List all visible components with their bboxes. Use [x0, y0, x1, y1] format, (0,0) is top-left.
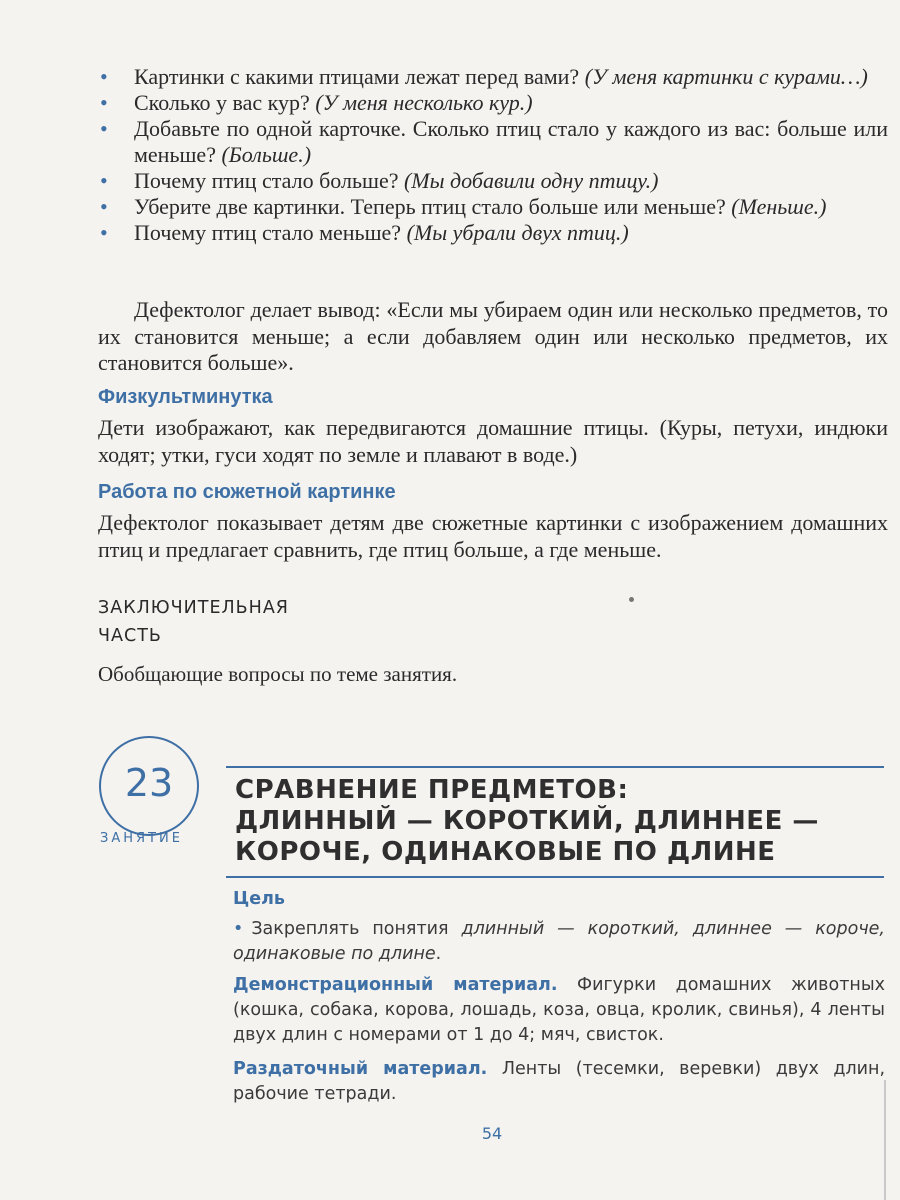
demo-material-label: Демонстрационный материал. [233, 975, 558, 995]
page-number: 54 [481, 1124, 503, 1143]
title-rule-bottom [226, 876, 884, 878]
goal-heading: Цель [233, 889, 285, 909]
lesson-number: 23 [124, 761, 174, 805]
bullet-icon: • [233, 919, 244, 939]
title-rule-top [226, 766, 884, 768]
bullet-icon: • [100, 64, 108, 89]
handout-material: Раздаточный материал. Ленты (тесемки, веревки) двух длин, рабочие тетради. [233, 1059, 886, 1104]
list-item: • Уберите две картинки. Теперь птиц стало больше или меньше? (Меньше.) [100, 194, 827, 219]
list-item: • Почему птиц стало меньше? (Мы убрали двух птиц.) [100, 220, 629, 245]
list-item: • Добавьте по одной карточке. Сколько птиц стало у каждого из вас: больше или меньше? (Больше.) [100, 116, 888, 167]
list-item: • Картинки с какими птицами лежат перед вами? (У меня картинки с курами…) [100, 64, 868, 89]
list-item: • Сколько у вас кур? (У меня несколько кур.) [100, 90, 533, 115]
expected-answer: (Мы добавили одну птицу.) [403, 168, 659, 193]
conclusion-paragraph: Дефектолог делает вывод: «Если мы убираем один или несколько предметов, то их становится меньше; а если добавляем один или несколько предметов, их становится больше». [98, 297, 888, 375]
bullet-icon: • [100, 116, 108, 141]
page-edge [884, 1080, 886, 1200]
bullet-icon: • [100, 90, 108, 115]
final-part-text: Обобщающие вопросы по теме занятия. [98, 662, 458, 686]
question-list [98, 64, 888, 246]
handout-material-label: Раздаточный материал. [233, 1059, 488, 1079]
expected-answer: (Меньше.) [731, 194, 827, 219]
demo-material: Демонстрационный материал. Фигурки домашних животных (кошка, собака, корова, лошадь, коза, овца, кролик, свинья), 4 ленты двух длин с номерами от 1 до 4; мяч, свисток. [233, 975, 885, 1045]
lesson-label: ЗАНЯТИЕ [100, 831, 183, 846]
final-part-heading: ЗАКЛЮЧИТЕЛЬНАЯ ЧАСТЬ [98, 598, 289, 646]
expected-answer: (У меня несколько кур.) [315, 90, 533, 115]
physminute-heading: Физкультминутка [98, 386, 273, 408]
bullet-icon: • [100, 194, 108, 219]
picture-work-text: Дефектолог показывает детям две сюжетные картинки с изображением домашних птиц и предлагает сравнить, где птиц больше, а где меньше. [98, 510, 888, 562]
expected-answer: (Больше.) [221, 142, 312, 167]
bullet-icon: • [100, 168, 108, 193]
list-item: • Почему птиц стало больше? (Мы добавили одну птицу.) [100, 168, 659, 193]
physminute-text: Дети изображают, как передвигаются домашние птицы. (Куры, петухи, индюки ходят; утки, гуси ходят по земле и плавают в воде.) [98, 415, 888, 467]
expected-answer: (Мы убрали двух птиц.) [406, 220, 629, 245]
print-speck [629, 597, 634, 602]
expected-answer: (У меня картинки с курами…) [584, 64, 868, 89]
picture-work-heading: Работа по сюжетной картинке [98, 481, 396, 503]
lesson-title: СРАВНЕНИЕ ПРЕДМЕТОВ: ДЛИННЫЙ — КОРОТКИЙ, ДЛИННЕЕ — КОРОЧЕ, ОДИНАКОВЫЕ ПО ДЛИНЕ [235, 775, 819, 867]
bullet-icon: • [100, 220, 108, 245]
goal-text: • Закреплять понятия длинный — короткий, длиннее — короче, одинаковые по длине. [233, 919, 885, 964]
